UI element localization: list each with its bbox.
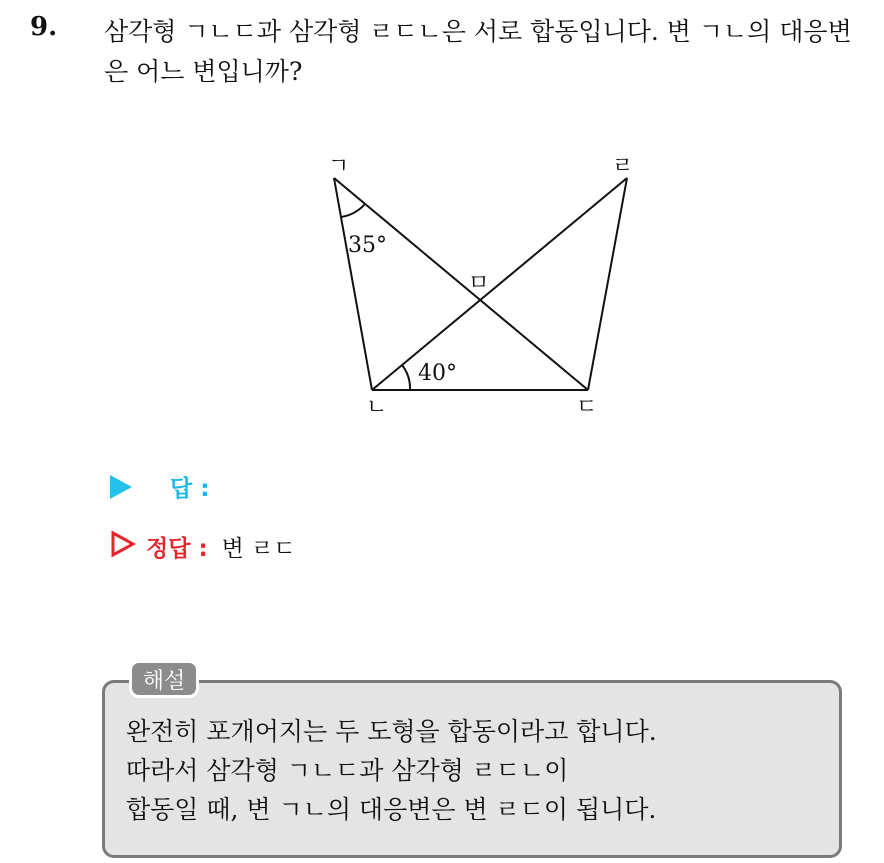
correct-answer-label: 정답 : [146, 536, 208, 562]
angle-label-top: 35° [348, 233, 387, 258]
edge-a-b [334, 178, 372, 390]
play-outline-icon [110, 531, 136, 563]
explanation-tag: 해설 [129, 660, 199, 698]
answer-label: 답 : [170, 476, 210, 502]
angle-arc-bottom [402, 365, 410, 390]
angle-label-bottom: 40° [418, 361, 457, 386]
edge-a-c [334, 178, 588, 390]
triangle-figure [300, 148, 660, 423]
explanation-text [126, 712, 657, 829]
edge-d-c [588, 178, 627, 390]
vertex-label-top-left: ㄱ [328, 154, 350, 179]
vertex-label-bottom-left: ㄴ [366, 395, 388, 420]
vertex-label-bottom-right: ㄷ [576, 395, 598, 420]
explanation-line: 완전히 포개어지는 두 도형을 합동이라고 합니다. [126, 717, 657, 746]
vertex-label-intersection: ㅁ [468, 271, 490, 296]
edge-d-b [372, 178, 627, 390]
correct-answer-value: 변 ㄹㄷ [221, 536, 296, 562]
explanation-line: 합동일 때, 변 ㄱㄴ의 대응변은 변 ㄹㄷ이 됩니다. [126, 795, 657, 824]
question-text: 삼각형 ㄱㄴㄷ과 삼각형 ㄹㄷㄴ은 서로 합동입니다. 변 ㄱㄴ의 대응변은 어느 변입니까? [104, 17, 852, 86]
vertex-label-top-right: ㄹ [612, 154, 634, 179]
play-marker-icon [110, 475, 132, 499]
angle-arc-top [341, 204, 365, 217]
question-number: 9. [30, 12, 58, 42]
answer-row [110, 470, 223, 503]
explanation-line: 따라서 삼각형 ㄱㄴㄷ과 삼각형 ㄹㄷㄴ이 [126, 756, 569, 785]
correct-answer-row [110, 530, 296, 563]
